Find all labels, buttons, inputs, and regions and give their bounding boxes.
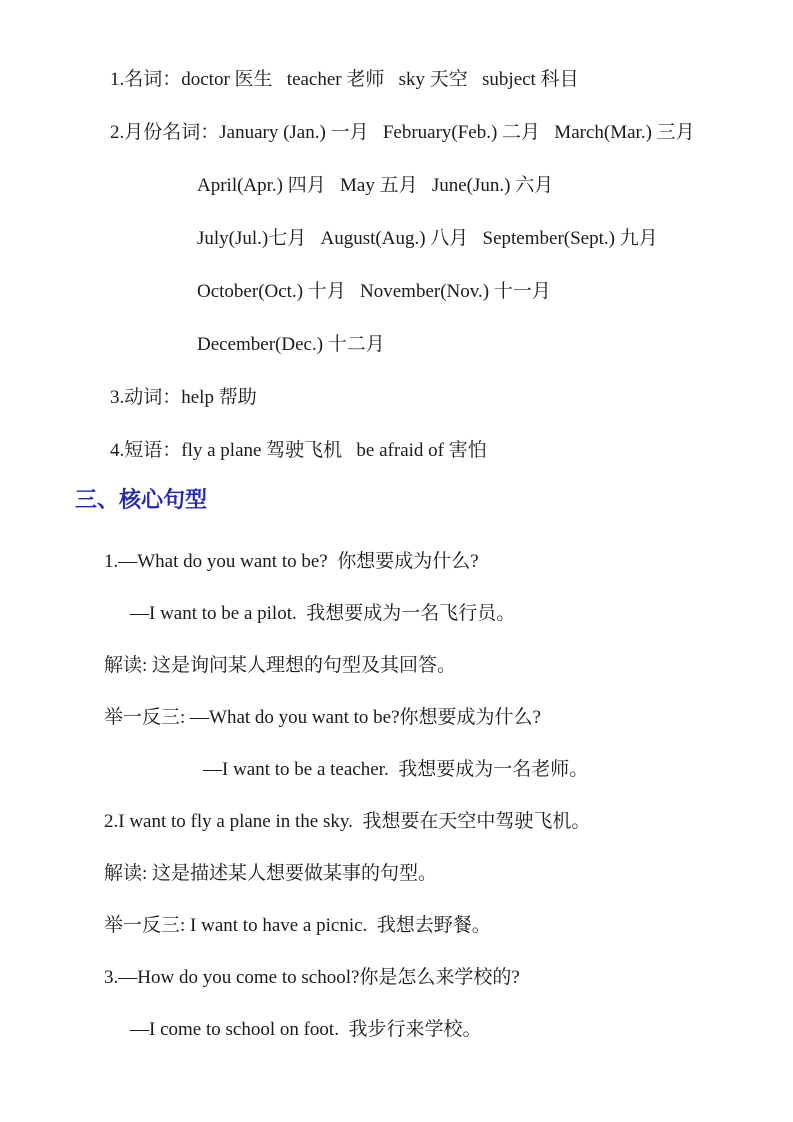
vocab-line-nouns: 1.名词：doctor 医生 teacher 老师 sky 天空 subject 科目 bbox=[110, 69, 579, 90]
sentence-line-q1: 1.—What do you want to be? 你想要成为什么? bbox=[104, 551, 479, 572]
vocab-line-months-5: December(Dec.) 十二月 bbox=[197, 334, 385, 355]
vocab-line-months-1: 2.月份名词：January (Jan.) 一月 February(Feb.) 二月 March(Mar.) 三月 bbox=[110, 122, 695, 143]
vocab-line-months-4: October(Oct.) 十月 November(Nov.) 十一月 bbox=[197, 281, 551, 302]
sentence-line-q3: 3.—How do you come to school?你是怎么来学校的? bbox=[104, 967, 520, 988]
section-heading-core-sentences: 三、核心句型 bbox=[75, 487, 208, 512]
sentence-line-example-1-q: 举一反三: —What do you want to be?你想要成为什么? bbox=[104, 707, 541, 728]
sentence-line-example-2: 举一反三: I want to have a picnic. 我想去野餐。 bbox=[104, 915, 491, 936]
sentence-line-q2: 2.I want to fly a plane in the sky. 我想要在天空中驾驶飞机。 bbox=[104, 811, 591, 832]
sentence-line-a1: —I want to be a pilot. 我想要成为一名飞行员。 bbox=[130, 603, 516, 624]
sentence-line-explain-1: 解读: 这是询问某人理想的句型及其回答。 bbox=[104, 655, 457, 676]
sentence-line-example-1-a: —I want to be a teacher. 我想要成为一名老师。 bbox=[203, 759, 589, 780]
vocab-line-phrases: 4.短语：fly a plane 驾驶飞机 be afraid of 害怕 bbox=[110, 440, 487, 461]
sentence-line-a3: —I come to school on foot. 我步行来学校。 bbox=[130, 1019, 482, 1040]
vocab-line-months-3: July(Jul.)七月 August(Aug.) 八月 September(Sept.) 九月 bbox=[197, 228, 658, 249]
vocab-line-months-2: April(Apr.) 四月 May 五月 June(Jun.) 六月 bbox=[197, 175, 554, 196]
sentence-line-explain-2: 解读: 这是描述某人想要做某事的句型。 bbox=[104, 863, 438, 884]
vocab-line-verbs: 3.动词：help 帮助 bbox=[110, 387, 257, 408]
